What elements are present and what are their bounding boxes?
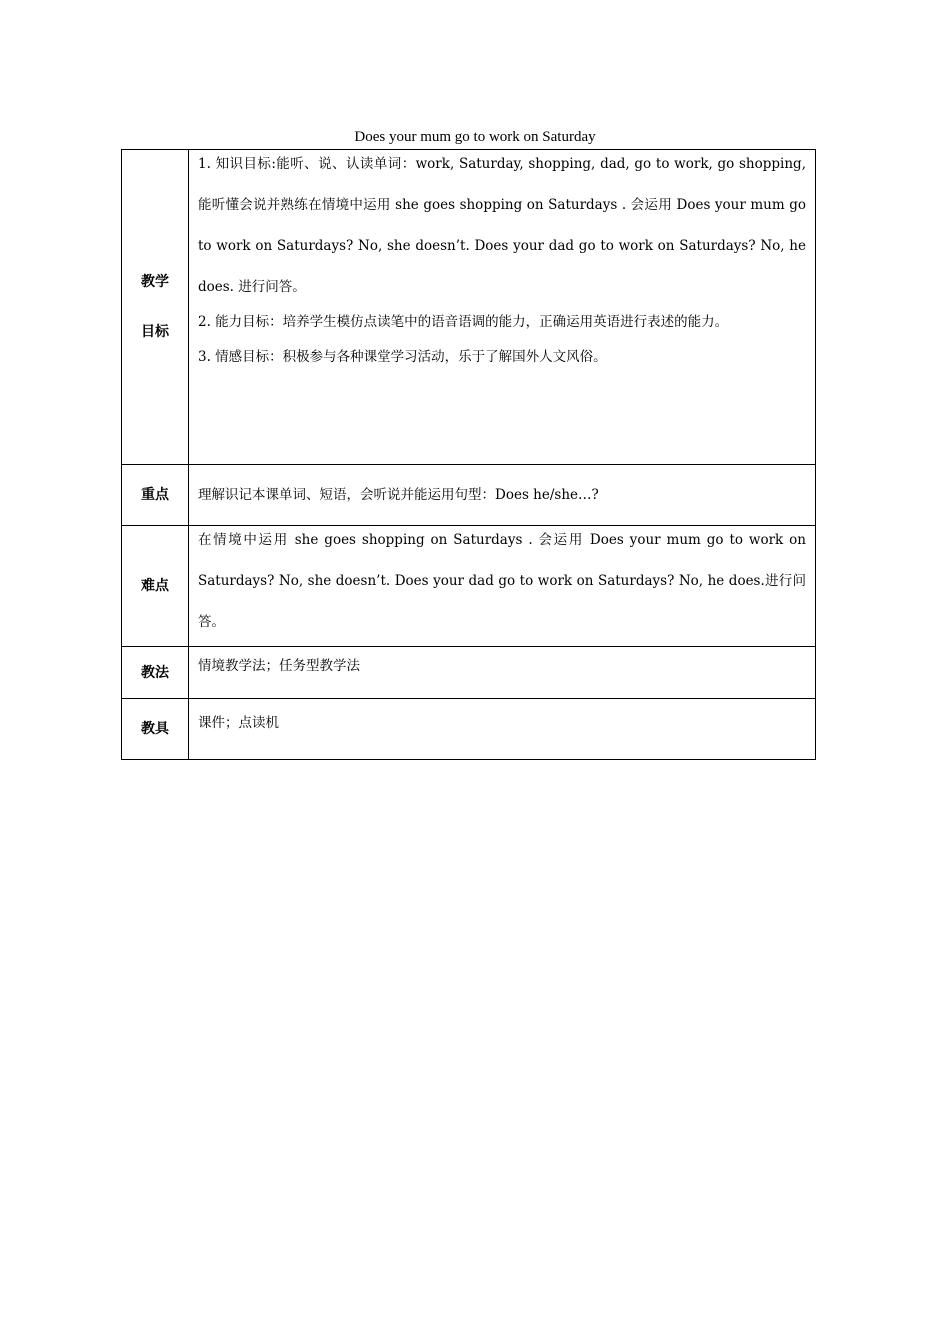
difficulty-content	[189, 526, 816, 647]
goal-emotion: 3. 情感目标：积极参与各种课堂学习活动，乐于了解国外人文风俗。	[198, 349, 607, 365]
method-content	[189, 647, 816, 699]
goal-knowledge: 1. 知识目标:能听、说、认读单词：work, Saturday, shopping, dad, go to work, go shopping,能听懂会说并熟练在情境中运用 she goes shopping on Saturdays . 会运用 Does your mum go to work on Saturdays? No, she doesn’t. Does your dad go to work on Saturdays? No, he does. 进行问答。	[198, 156, 806, 295]
row-label-tools: 教具	[122, 699, 189, 760]
row-label-goals-line1: 教学	[141, 274, 169, 290]
row-label-method: 教法	[122, 647, 189, 699]
method-text: 情境教学法；任务型教学法	[198, 658, 360, 674]
table-row-difficulty	[122, 526, 816, 647]
row-label-goals	[122, 150, 189, 465]
difficulty-text: 在情境中运用 she goes shopping on Saturdays . 会运用 Does your mum go to work on Saturdays? No, she doesn’t. Does your dad go to work on Saturdays? No, he does.进行问答。	[198, 532, 806, 630]
lesson-plan-table	[121, 149, 816, 760]
table-row-tools	[122, 699, 816, 760]
goal-ability: 2. 能力目标：培养学生模仿点读笔中的语音语调的能力，正确运用英语进行表述的能力。	[198, 314, 729, 330]
table-row-method	[122, 647, 816, 699]
document-title: Does your mum go to work on Saturday	[354, 129, 596, 145]
key-content	[189, 465, 816, 526]
key-text: 理解识记本课单词、短语，会听说并能运用句型：Does he/she…?	[198, 487, 599, 503]
row-label-difficulty: 难点	[122, 526, 189, 647]
row-label-key: 重点	[122, 465, 189, 526]
row-label-goals-line2: 目标	[141, 324, 169, 340]
goals-content	[189, 150, 816, 465]
table-row-goals	[122, 150, 816, 465]
tools-content	[189, 699, 816, 760]
table-row-key	[122, 465, 816, 526]
tools-text: 课件；点读机	[198, 715, 279, 731]
